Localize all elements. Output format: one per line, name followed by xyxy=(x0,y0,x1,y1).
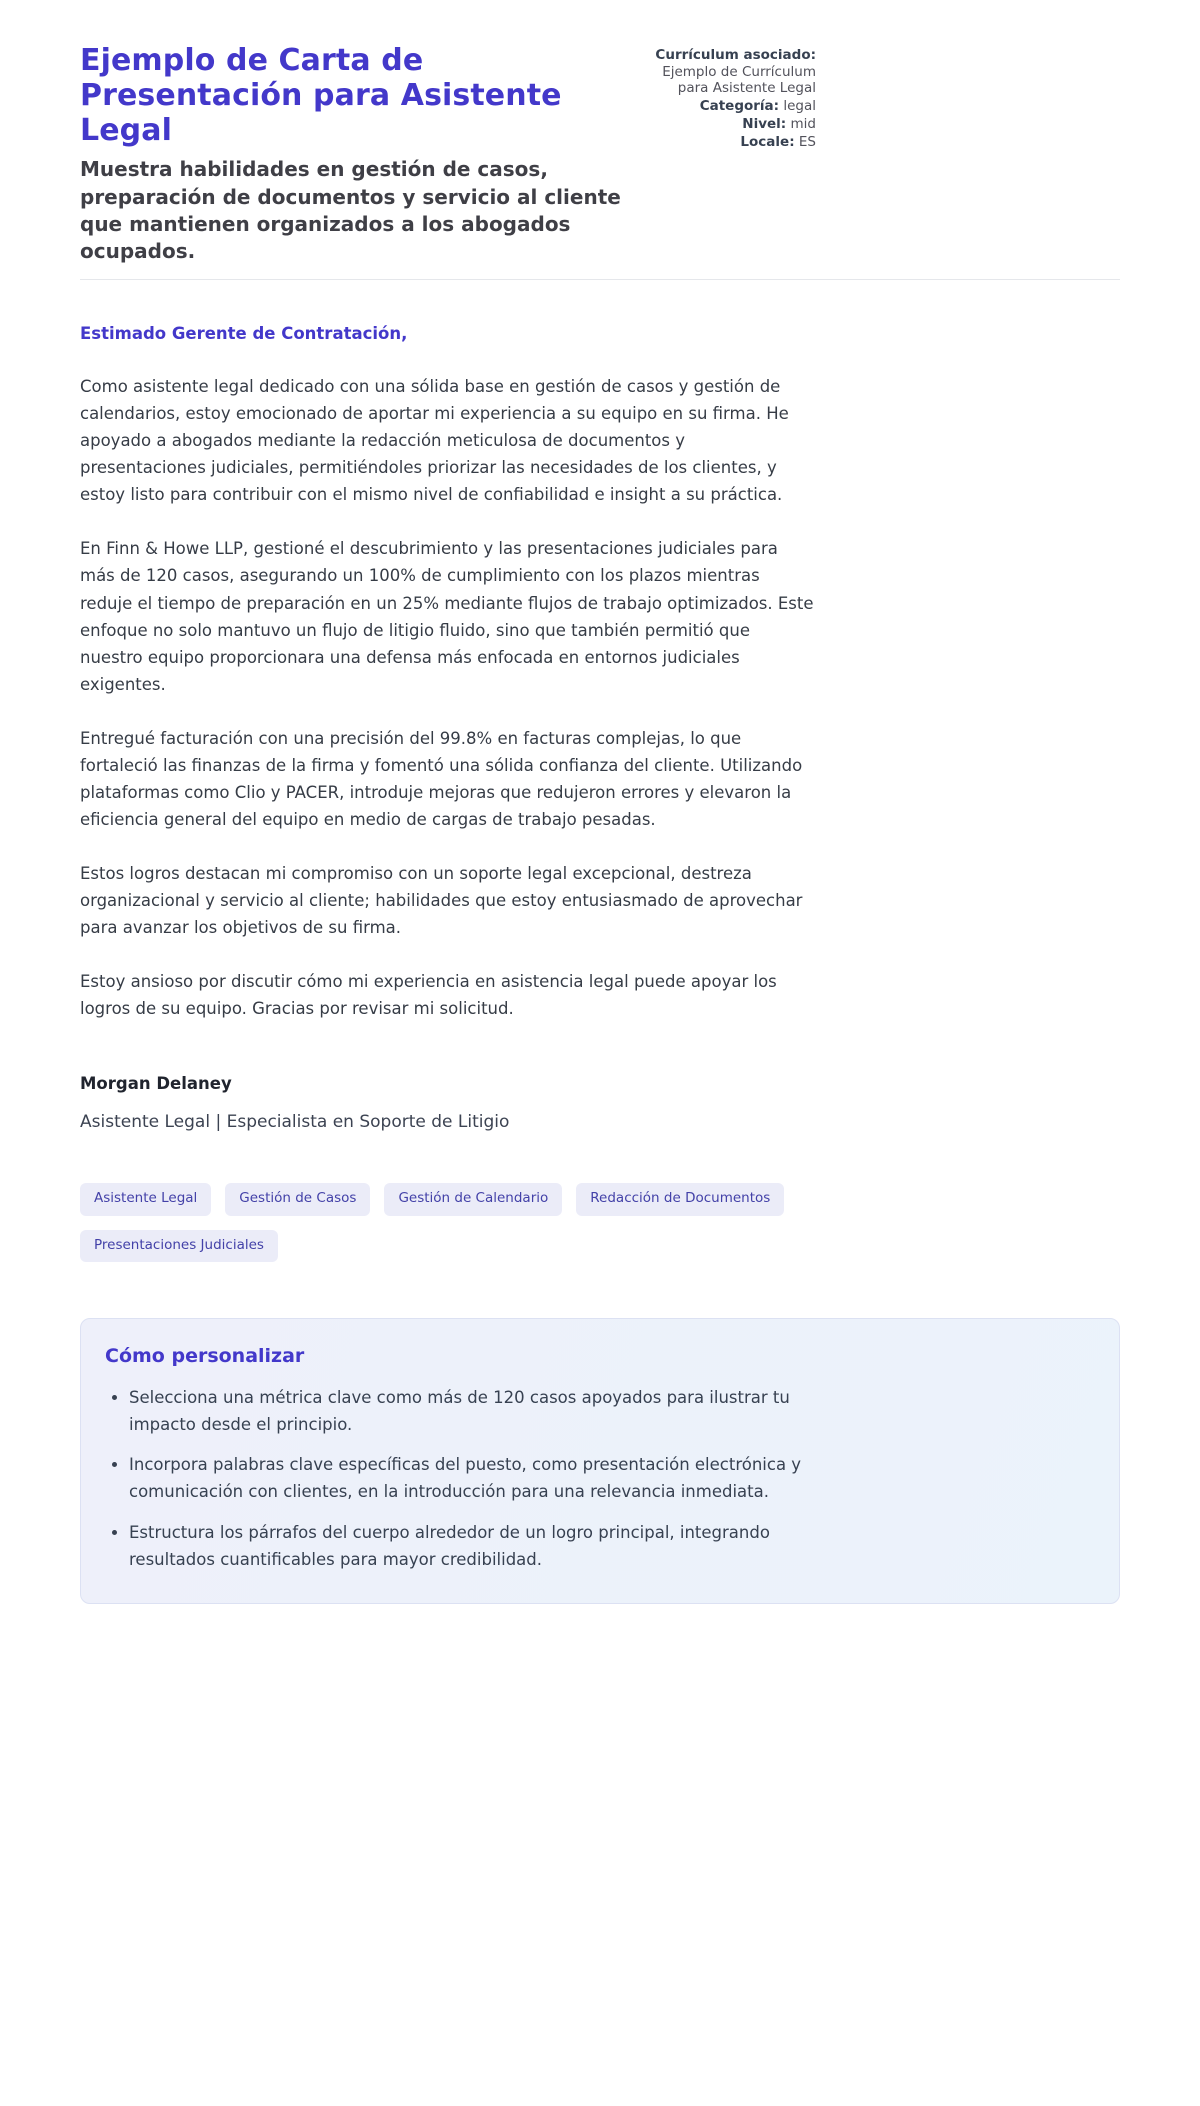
page-title: Ejemplo de Carta de Presentación para Asistente Legal xyxy=(80,43,562,148)
tag-redaccion-de-documentos: Redacción de Documentos xyxy=(576,1183,784,1216)
header-title-block xyxy=(80,44,625,265)
meta-label: Locale: xyxy=(740,133,795,150)
customize-heading: Cómo personalizar xyxy=(105,1345,305,1368)
divider xyxy=(80,279,1120,280)
meta-row-resume xyxy=(628,47,816,97)
meta-row-level xyxy=(628,116,816,133)
meta-row-locale xyxy=(628,134,816,151)
letter-paragraph: Estoy ansioso por discutir cómo mi experiencia en asistencia legal puede apoyar los logros de su equipo. Gracias por revisar mi solicitud. xyxy=(80,972,777,1019)
letter-paragraph: Estos logros destacan mi compromiso con un soporte legal excepcional, destreza organizacional y servicio al cliente; habilidades que estoy entusiasmado de aprovechar para avanzar los objetivos de su firma. xyxy=(80,863,803,937)
meta-value: Ejemplo de Currículum para Asistente Legal xyxy=(662,63,816,97)
letter-paragraph: Como asistente legal dedicado con una sólida base en gestión de casos y gestión de calendarios, estoy emocionado de aportar mi experiencia a su equipo en su firma. He apoyado a abogados mediante la redacción meticulosa de documentos y presentaciones judiciales, permitiéndoles priorizar las necesidades de los clientes, y estoy listo para contribuir con el mismo nivel de confiabilidad e insight a su práctica. xyxy=(80,377,789,505)
customize-tips-list xyxy=(105,1385,1091,1573)
tag-presentaciones-judiciales: Presentaciones Judiciales xyxy=(80,1230,278,1263)
meta-panel xyxy=(628,44,816,151)
tag-gestion-de-casos: Gestión de Casos xyxy=(225,1183,370,1216)
letter-paragraph: Entregué facturación con una precisión del 99.8% en facturas complejas, lo que fortaleció las finanzas de la firma y fomentó una sólida confianza del cliente. Utilizando plataformas como Clio y PACER, introduje mejoras que redujeron errores y elevaron la eficiencia general del equipo en medio de cargas de trabajo pesadas. xyxy=(80,728,803,829)
content-container xyxy=(80,0,1120,1604)
page-subtitle: Muestra habilidades en gestión de casos, preparación de documentos y servicio al cliente que mantienen organizados a los abogados ocupados. xyxy=(80,157,621,263)
customize-box xyxy=(80,1318,1120,1604)
tag-asistente-legal: Asistente Legal xyxy=(80,1183,211,1216)
signature-role: Asistente Legal | Especialista en Soporte de Litigio xyxy=(80,1112,510,1133)
cover-letter-body xyxy=(80,320,816,1137)
meta-label: Categoría: xyxy=(699,98,780,115)
letter-paragraph: En Finn & Howe LLP, gestioné el descubrimiento y las presentaciones judiciales para más de 120 casos, asegurando un 100% de cumplimiento con los plazos mientras reduje el tiempo de preparación en un 25% mediante flujos de trabajo optimizados. Este enfoque no solo mantuvo un flujo de litigio fluido, sino que también permitió que nuestro equipo proporcionara una defensa más enfocada en entornos judiciales exigentes. xyxy=(80,539,814,694)
customize-tip: • Selecciona una métrica clave como más de 120 casos apoyados para ilustrar tu impacto desde el principio. xyxy=(129,1385,819,1438)
meta-value: ES xyxy=(798,133,816,150)
article-header xyxy=(80,44,816,265)
meta-label: Nivel: xyxy=(742,115,787,132)
meta-value: legal xyxy=(783,98,816,115)
meta-row-category xyxy=(628,98,816,115)
meta-label: Currículum asociado: xyxy=(655,47,816,63)
meta-value: mid xyxy=(790,115,816,132)
letter-salutation: Estimado Gerente de Contratación, xyxy=(80,324,408,344)
tag-list xyxy=(80,1183,816,1262)
signature-name: Morgan Delaney xyxy=(80,1074,232,1094)
tag-gestion-de-calendario: Gestión de Calendario xyxy=(384,1183,562,1216)
customize-tip: • Incorpora palabras clave específicas del puesto, como presentación electrónica y comunicación con clientes, en la introducción para una relevancia inmediata. xyxy=(129,1452,819,1505)
customize-tip: • Estructura los párrafos del cuerpo alrededor de un logro principal, integrando resultados cuantificables para mayor credibilidad. xyxy=(129,1520,819,1573)
